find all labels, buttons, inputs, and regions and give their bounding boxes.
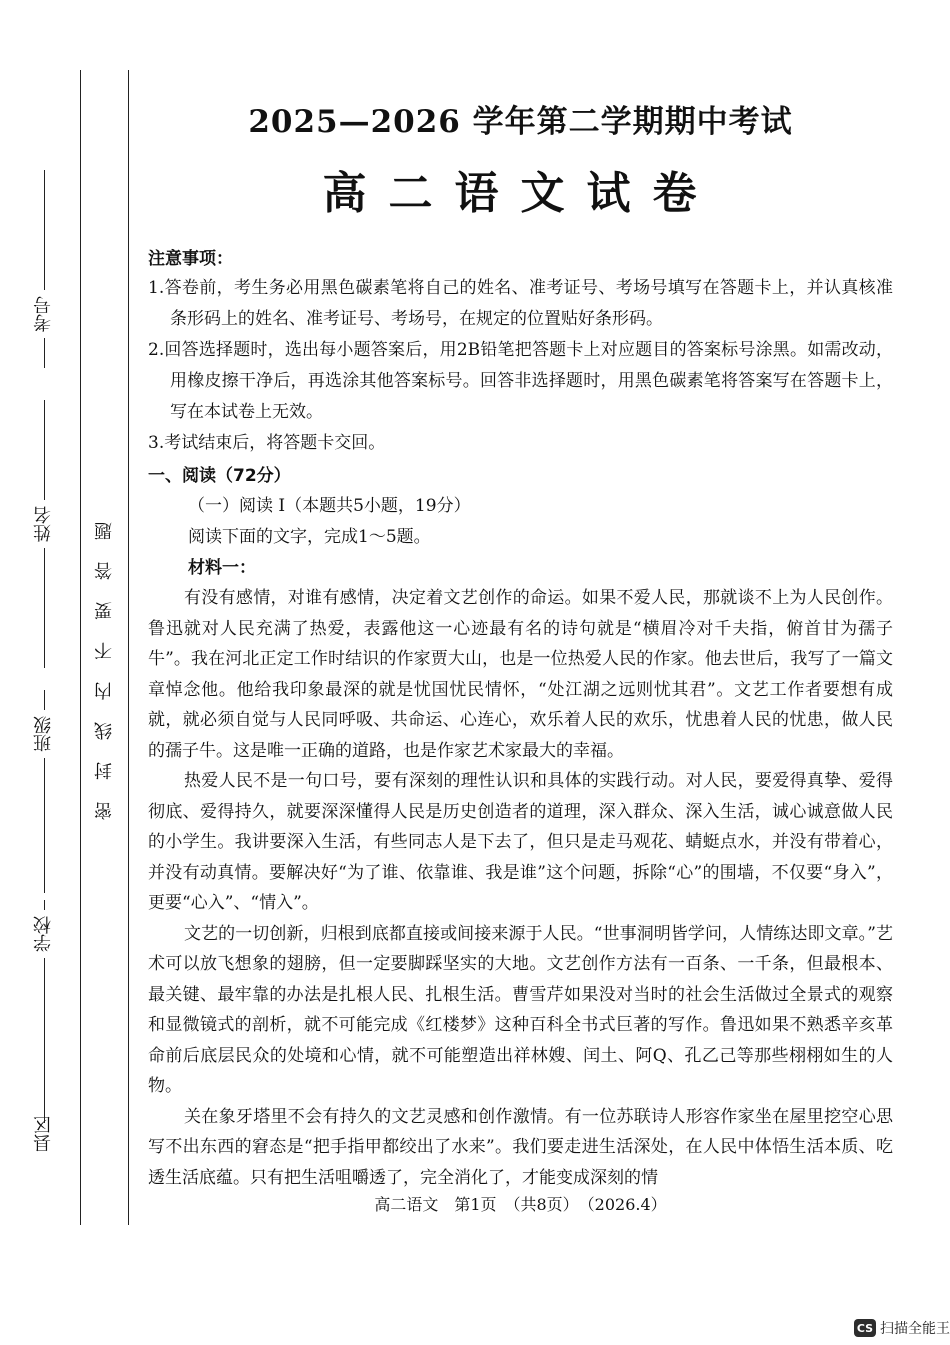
field-label: 姓名 bbox=[33, 506, 54, 542]
sub-heading: （一）阅读 I（本题共5小题，19分） bbox=[188, 496, 471, 516]
field-label: 考号 bbox=[33, 296, 54, 332]
instruction: 阅读下面的文字，完成1～5题。 bbox=[188, 527, 431, 547]
notes-heading: 注意事项： bbox=[148, 249, 233, 269]
seal-notice: 密封线内不要答题 bbox=[94, 500, 115, 820]
watermark-text: 扫描全能王 bbox=[880, 1321, 950, 1337]
note-item: 2.回答选择题时，选出每小题答案后，用2B铅笔把答题卡上对应题目的答案标号涂黑。如需改动，用橡皮擦干净后，再选涂其他答案标号。回答非选择题时，用黑色碳素笔将答案写在答题卡上，写在本试卷上无效。 bbox=[148, 340, 893, 422]
field-county[interactable] bbox=[22, 1110, 66, 1158]
field-label: 县区 bbox=[33, 1116, 54, 1152]
field-label: 班级 bbox=[33, 716, 54, 752]
passage-paragraph: 有没有感情，对谁有感情，决定着文艺创作的命运。如果不爱人民，那就谈不上为人民创作。鲁迅就对人民充满了热爱，表露他这一心迹最有名的诗句就是“横眉冷对千夫指，俯首甘为孺子牛”。我在河北正定工作时结识的作家贾大山，也是一位热爱人民的作家。他去世后，我写了一篇文章悼念他。他给我印象最深的就是忧国忧民情怀，“处江湖之远则忧其君”。文艺工作者要想有成就，就必须自觉与人民同呼吸、共命运、心连心，欢乐着人民的欢乐，忧患着人民的忧患，做人民的孺子牛。这是唯一正确的道路，也是作家艺术家最大的幸福。 bbox=[148, 588, 893, 761]
scanner-app-icon: CS bbox=[854, 1319, 876, 1337]
seal-line-outer bbox=[80, 70, 81, 1225]
binding-strip bbox=[0, 0, 130, 1240]
material-label: 材料一： bbox=[188, 558, 256, 578]
note-item: 3.考试结束后，将答题卡交回。 bbox=[148, 433, 386, 453]
page-footer: 高二语文 第1页 （共8页） （2026.4） bbox=[374, 1195, 667, 1214]
field-exam-number[interactable] bbox=[22, 170, 66, 368]
note-item: 1.答卷前，考生务必用黑色碳素笔将自己的姓名、准考证号、考场号填写在答题卡上，并认真核准条形码上的姓名、准考证号、考场号，在规定的位置贴好条形码。 bbox=[148, 278, 893, 329]
field-school[interactable] bbox=[22, 900, 66, 1123]
passage-paragraph: 热爱人民不是一句口号，要有深刻的理性认识和具体的实践行动。对人民，要爱得真挚、爱得彻底、爱得持久，就要深深懂得人民是历史创造者的道理，深入群众、深入生活，诚心诚意做人民的小学生。我讲要深入生活，有些同志人是下去了，但只是走马观花、蜻蜓点水，并没有带着心，并没有动真情。要解决好“为了谁、依靠谁、我是谁”这个问题，拆除“心”的围墙，不仅要“身入”，更要“心入”、“情入”。 bbox=[148, 771, 893, 913]
exam-title: 2025—2026 学年第二学期期中考试 bbox=[248, 104, 793, 140]
field-label: 学校 bbox=[33, 916, 54, 952]
field-name[interactable] bbox=[22, 400, 66, 668]
passage-paragraph: 关在象牙塔里不会有持久的文艺灵感和创作激情。有一位苏联诗人形容作家坐在屋里挖空心思写不出东西的窘态是“把手指甲都绞出了水来”。我们要走进生活深处，在人民中体悟生活本质、吃透生活底蕴。只有把生活咀嚼透了，完全消化了，才能变成深刻的情 bbox=[148, 1106, 893, 1188]
field-class[interactable] bbox=[22, 690, 66, 893]
section-heading: 一、阅读（72分） bbox=[148, 466, 291, 486]
exam-paper bbox=[148, 96, 893, 1193]
scanner-watermark bbox=[854, 1318, 950, 1338]
paper-title: 高二语文试卷 bbox=[322, 168, 719, 219]
passage-paragraph: 文艺的一切创新，归根到底都直接或间接来源于人民。“世事洞明皆学问，人情练达即文章。”艺术可以放飞想象的翅膀，但一定要脚踩坚实的大地。文艺创作方法有一百条、一千条，但最根本、最关键、最牢靠的办法是扎根人民、扎根生活。曹雪芹如果没对当时的社会生活做过全景式的观察和显微镜式的剖析，就不可能完成《红楼梦》这种百科全书式巨著的写作。鲁迅如果不熟悉辛亥革命前后底层民众的处境和心情，就不可能塑造出祥林嫂、闰土、阿Q、孔乙己等那些栩栩如生的人物。 bbox=[148, 923, 893, 1096]
seal-line-inner bbox=[128, 70, 129, 1225]
